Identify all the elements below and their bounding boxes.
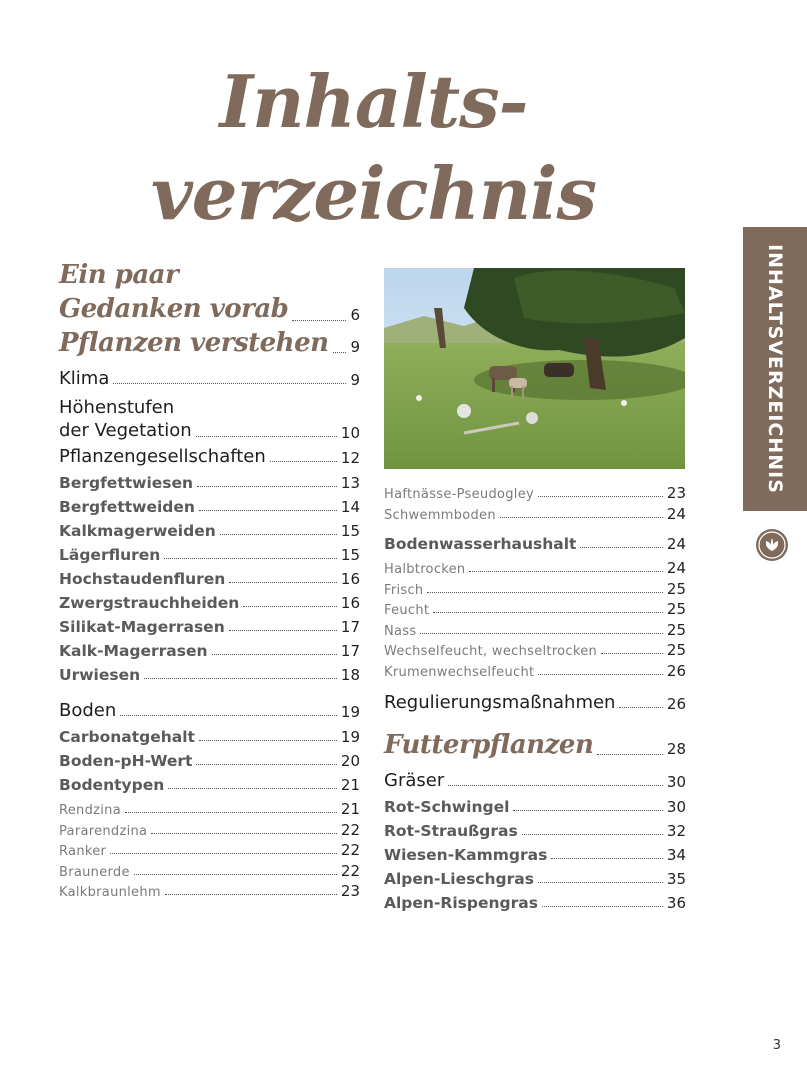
leaf-icon xyxy=(756,529,788,561)
toc-entry[interactable] xyxy=(59,522,360,540)
dot-leader xyxy=(164,558,337,559)
toc-entry-page: 26 xyxy=(666,695,686,713)
dot-leader xyxy=(538,496,663,497)
dot-leader xyxy=(597,754,663,755)
dot-leader xyxy=(168,788,337,789)
photo-illustration xyxy=(384,268,685,469)
toc-entry-label: Halbtrocken xyxy=(384,562,466,577)
dot-leader xyxy=(500,517,663,518)
toc-entry-page: 24 xyxy=(666,559,686,577)
toc-entry-label: Wiesen-Kammgras xyxy=(384,846,548,864)
toc-entry-label: Gräser xyxy=(384,770,445,791)
toc-entry-label: Alpen-Lieschgras xyxy=(384,870,534,888)
toc-entry-page: 19 xyxy=(340,703,360,721)
toc-entry-page: 25 xyxy=(666,600,686,618)
toc-entry-page: 23 xyxy=(340,882,360,900)
toc-entry-page: 26 xyxy=(666,661,686,680)
toc-entry-page: 16 xyxy=(340,570,360,588)
toc-entry-page: 32 xyxy=(666,822,686,840)
toc-entry[interactable] xyxy=(384,621,686,639)
toc-entry-page: 18 xyxy=(340,666,360,684)
toc-entry[interactable] xyxy=(384,870,686,888)
toc-entry-label: Bergfettweiden xyxy=(59,498,195,516)
toc-entry[interactable] xyxy=(384,822,686,840)
toc-entry[interactable] xyxy=(384,535,686,553)
toc-entry[interactable] xyxy=(384,505,686,523)
toc-entry-label: Hochstaudenfluren xyxy=(59,570,226,588)
toc-entry-label: Ein paar Gedanken vorab xyxy=(59,260,289,324)
toc-entry-label: Ranker xyxy=(59,844,107,859)
toc-entry-label: Carbonatgehalt xyxy=(59,728,195,746)
page-title-line-1: Inhalts- xyxy=(219,59,528,144)
page-number: 3 xyxy=(772,1038,781,1053)
toc-entry[interactable] xyxy=(59,700,360,721)
dot-leader xyxy=(292,320,346,321)
dot-leader xyxy=(469,571,662,572)
toc-entry-page: 14 xyxy=(340,498,360,516)
toc-entry-label: Braunerde xyxy=(59,864,130,880)
toc-entry-page: 22 xyxy=(340,841,360,859)
dot-leader xyxy=(538,882,663,883)
toc-entry[interactable] xyxy=(59,728,360,746)
dot-leader xyxy=(420,633,662,634)
dot-leader xyxy=(619,707,662,708)
toc-entry-page: 12 xyxy=(340,449,360,467)
toc-entry[interactable] xyxy=(59,776,360,794)
dot-leader xyxy=(125,812,337,813)
toc-entry-label: Bodentypen xyxy=(59,776,165,794)
toc-entry-label: Höhenstufen der Vegetation xyxy=(59,397,192,441)
toc-entry-label: Silikat-Magerrasen xyxy=(59,618,225,636)
toc-entry[interactable] xyxy=(59,258,360,326)
dot-leader xyxy=(433,612,663,613)
toc-entry-page: 23 xyxy=(666,484,686,502)
dot-leader xyxy=(110,853,337,854)
toc-entry-label: Krumenwechselfeucht xyxy=(384,664,535,680)
dot-leader xyxy=(448,785,663,786)
toc-entry-label: Lägerfluren xyxy=(59,546,161,564)
toc-entry-label: Rot-Straußgras xyxy=(384,822,518,840)
mountain-pasture-photo xyxy=(384,268,685,469)
dot-leader xyxy=(165,894,337,895)
toc-entry[interactable] xyxy=(384,798,686,816)
toc-entry[interactable] xyxy=(59,666,360,684)
toc-entry-label: Pflanzen verstehen xyxy=(59,328,329,358)
toc-entry[interactable] xyxy=(384,484,686,502)
toc-entry-label: Kalkbraunlehm xyxy=(59,885,161,900)
toc-entry[interactable] xyxy=(59,498,360,516)
toc-entry[interactable] xyxy=(59,800,360,818)
toc-entry[interactable] xyxy=(59,841,360,859)
dot-leader xyxy=(113,383,346,384)
toc-entry-label: Bodenwasserhaushalt xyxy=(384,535,577,553)
dot-leader xyxy=(196,764,336,765)
toc-entry-label: Klima xyxy=(59,368,110,389)
toc-entry-page: 6 xyxy=(350,306,360,324)
toc-entry-label: Haftnässe-Pseudogley xyxy=(384,487,535,502)
toc-entry[interactable] xyxy=(59,328,360,358)
toc-entry-page: 25 xyxy=(666,620,686,639)
dot-leader xyxy=(270,461,337,462)
toc-entry-label: Boden-pH-Wert xyxy=(59,752,193,770)
dot-leader xyxy=(229,630,337,631)
dot-leader xyxy=(542,906,663,907)
toc-entry-page: 17 xyxy=(340,642,360,660)
toc-entry-label: Futterpflanzen xyxy=(384,730,594,760)
toc-entry-page: 10 xyxy=(340,424,360,442)
toc-entry-page: 21 xyxy=(340,776,360,794)
toc-entry-label: Schwemmboden xyxy=(384,507,496,523)
toc-entry-page: 21 xyxy=(340,800,360,818)
toc-entry-page: 25 xyxy=(666,641,686,659)
toc-entry-page: 30 xyxy=(666,773,686,791)
toc-entry-page: 19 xyxy=(340,728,360,746)
toc-entry[interactable] xyxy=(59,618,360,636)
toc-entry[interactable] xyxy=(59,396,360,442)
toc-entry-page: 15 xyxy=(340,546,360,564)
dot-leader xyxy=(229,582,337,583)
dot-leader xyxy=(220,534,337,535)
dot-leader xyxy=(151,833,337,834)
toc-entry-page: 25 xyxy=(666,579,686,598)
toc-entry[interactable] xyxy=(59,368,360,389)
toc-entry-page: 24 xyxy=(666,535,686,553)
page-title-line-2: verzeichnis xyxy=(150,151,597,236)
toc-entry-page: 17 xyxy=(340,618,360,636)
toc-entry[interactable] xyxy=(384,600,686,618)
toc-entry[interactable] xyxy=(384,894,686,912)
toc-entry[interactable] xyxy=(384,770,686,791)
toc-entry[interactable] xyxy=(384,559,686,577)
dot-leader xyxy=(601,653,663,654)
toc-entry-label: Feucht xyxy=(384,603,430,618)
toc-entry-page: 28 xyxy=(666,740,686,758)
toc-entry[interactable] xyxy=(59,642,360,660)
toc-entry[interactable] xyxy=(59,821,360,839)
dot-leader xyxy=(513,810,663,811)
dot-leader xyxy=(120,715,337,716)
dot-leader xyxy=(199,740,337,741)
toc-entry[interactable] xyxy=(59,882,360,900)
dot-leader xyxy=(427,592,662,593)
dot-leader xyxy=(144,678,337,679)
toc-entry-page: 35 xyxy=(666,870,686,888)
toc-entry-page: 13 xyxy=(340,474,360,492)
dot-leader xyxy=(243,606,337,607)
toc-entry-page: 36 xyxy=(666,894,686,912)
toc-entry[interactable] xyxy=(59,752,360,770)
section-side-tab[interactable] xyxy=(743,227,807,511)
toc-entry-label: Urwiesen xyxy=(59,666,141,684)
toc-entry-label: Nass xyxy=(384,623,417,639)
dot-leader xyxy=(551,858,663,859)
dot-leader xyxy=(522,834,663,835)
toc-entry-page: 20 xyxy=(340,752,360,770)
side-tab-label: INHALTSVERZEICHNIS xyxy=(764,244,786,494)
dot-leader xyxy=(197,486,337,487)
toc-entry-label: Frisch xyxy=(384,582,424,598)
toc-entry[interactable] xyxy=(59,862,360,880)
dot-leader xyxy=(199,510,337,511)
toc-entry[interactable] xyxy=(59,546,360,564)
toc-entry-page: 24 xyxy=(666,504,686,523)
toc-entry-label: Boden xyxy=(59,700,117,721)
toc-entry-label: Kalk-Magerrasen xyxy=(59,642,208,660)
dot-leader xyxy=(212,654,337,655)
toc-entry[interactable] xyxy=(59,594,360,612)
toc-entry-page: 22 xyxy=(340,820,360,839)
toc-entry[interactable] xyxy=(384,580,686,598)
toc-entry-label: Rendzina xyxy=(59,803,121,818)
toc-entry-label: Pararendzina xyxy=(59,823,148,839)
dot-leader xyxy=(134,874,337,875)
toc-entry-label: Kalkmagerweiden xyxy=(59,522,216,540)
toc-entry-label: Rot-Schwingel xyxy=(384,798,510,816)
toc-entry-page: 9 xyxy=(350,371,360,389)
toc-entry[interactable] xyxy=(384,662,686,680)
toc-entry-label: Regulierungsmaßnahmen xyxy=(384,692,616,713)
toc-entry[interactable] xyxy=(384,641,686,659)
toc-entry-page: 30 xyxy=(666,798,686,816)
toc-entry[interactable] xyxy=(59,474,360,492)
dot-leader xyxy=(333,352,347,353)
dot-leader xyxy=(580,547,662,548)
toc-entry[interactable] xyxy=(384,846,686,864)
toc-entry-label: Alpen-Rispengras xyxy=(384,894,538,912)
toc-entry[interactable] xyxy=(59,570,360,588)
toc-entry-page: 34 xyxy=(666,846,686,864)
toc-entry-label: Zwergstrauchheiden xyxy=(59,594,240,612)
toc-entry-page: 16 xyxy=(340,594,360,612)
toc-entry-page: 15 xyxy=(340,522,360,540)
toc-entry-label: Pflanzengesellschaften xyxy=(59,446,266,467)
toc-entry[interactable] xyxy=(59,446,360,467)
dot-leader xyxy=(196,436,337,437)
toc-entry-page: 22 xyxy=(340,861,360,880)
toc-entry[interactable] xyxy=(384,692,686,713)
dot-leader xyxy=(538,674,662,675)
toc-entry-label: Bergfettwiesen xyxy=(59,474,194,492)
toc-entry-page: 9 xyxy=(350,338,360,356)
toc-entry-label: Wechselfeucht, wechseltrocken xyxy=(384,644,598,659)
toc-entry[interactable] xyxy=(384,730,686,760)
